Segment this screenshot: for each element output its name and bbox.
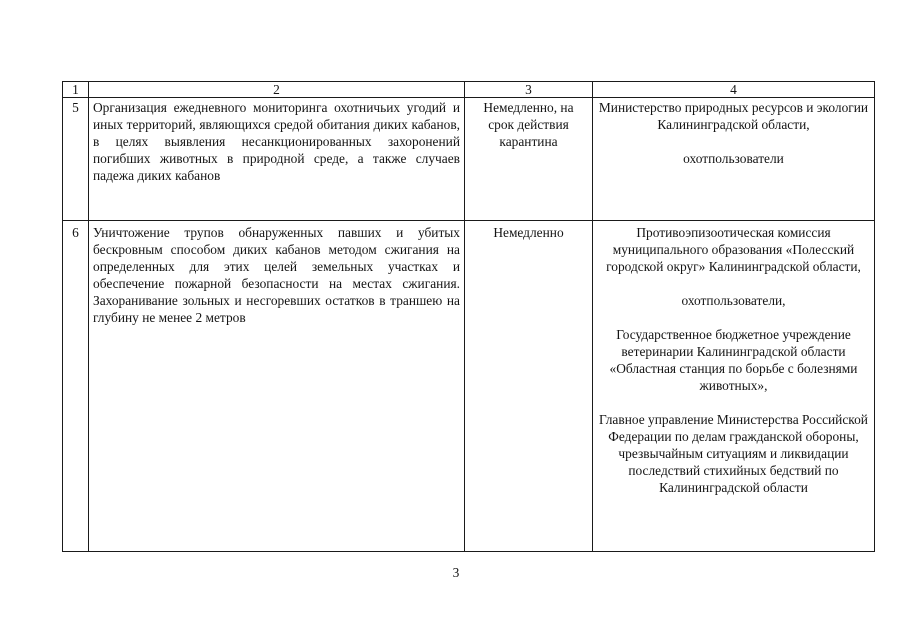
header-cell-1: 1 xyxy=(63,82,89,98)
measure-term: Немедленно xyxy=(465,221,593,552)
executor-entry: Государственное бюджетное учреждение ветеринарии Калининградской области «Областная станция по борьбе с болезнями животных», xyxy=(609,327,858,393)
executor-entry: Главное управление Министерства Российской Федерации по делам гражданской обороны, чрезвычайным ситуациям и ликвидации последствий стихийных бедствий по Калининградской области xyxy=(599,412,868,495)
header-cell-2: 2 xyxy=(89,82,465,98)
measure-executors xyxy=(593,221,875,552)
table-header-row xyxy=(63,82,875,98)
measure-description: Организация ежедневного мониторинга охотничьих угодий и иных территорий, являющихся средой обитания диких кабанов, в целях выявления несанкционированных захоронений погибших животных в природной среде, а также случаев падежа диких кабанов xyxy=(89,98,465,221)
header-cell-3: 3 xyxy=(465,82,593,98)
row-number: 6 xyxy=(63,221,89,552)
measure-executors xyxy=(593,98,875,221)
executor-entry: Министерство природных ресурсов и экологии Калининградской области, xyxy=(598,100,869,132)
measure-term: Немедленно, на срок действия карантина xyxy=(465,98,593,221)
executor-entry: Противоэпизоотическая комиссия муниципального образования «Полесский городской округ» Калининградской области, xyxy=(606,225,861,274)
executor-entry: охотпользователи, xyxy=(681,293,786,308)
row-number: 5 xyxy=(63,98,89,221)
measures-table xyxy=(62,81,875,552)
page-number: 3 xyxy=(452,565,460,580)
measure-description: Уничтожение трупов обнаруженных павших и убитых бескровным способом диких кабанов методом сжигания на определенных для этих целей земельных участках и обеспечение пожарной безопасности на местах сжигания. Захоранивание зольных и несгоревших остатков в траншею на глубину не менее 2 метров xyxy=(89,221,465,552)
executor-entry: охотпользователи xyxy=(683,151,784,166)
table-row xyxy=(63,221,875,552)
header-cell-4: 4 xyxy=(593,82,875,98)
table-row xyxy=(63,98,875,221)
